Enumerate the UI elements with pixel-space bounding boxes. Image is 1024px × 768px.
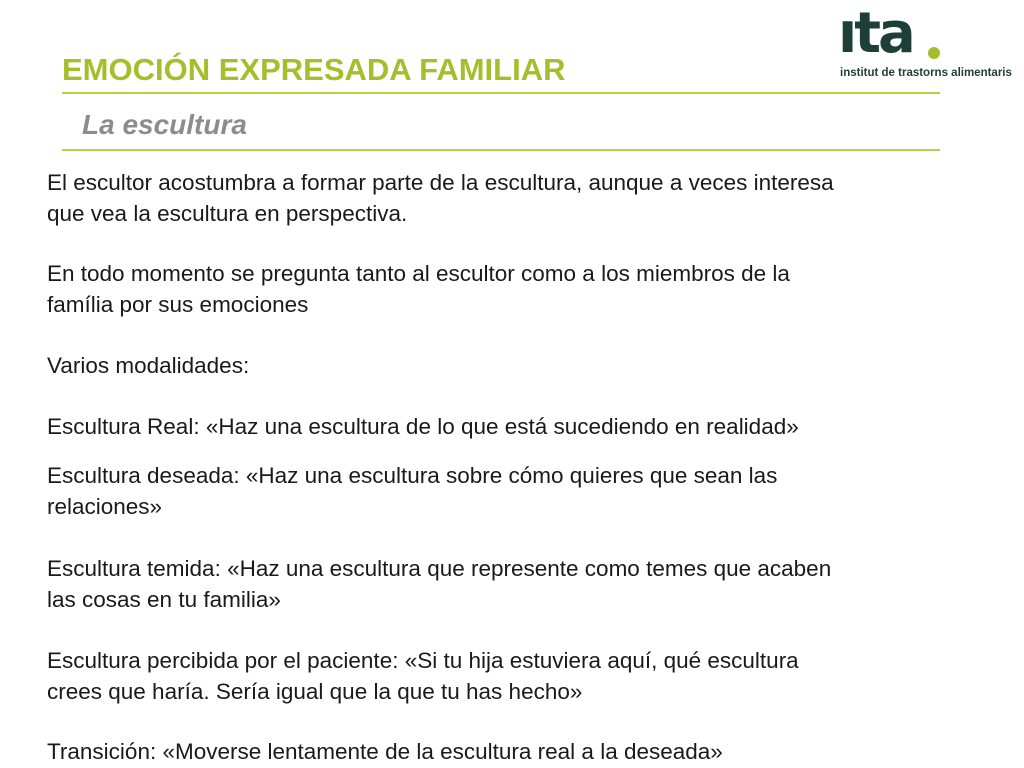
modality-transition: Transición: «Moverse lentamente de la escultura real a la deseada» bbox=[47, 739, 723, 764]
paragraph-sculptor-role: El escultor acostumbra a formar parte de la escultura, aunque a veces interesa que vea la escultura en perspectiva. bbox=[47, 170, 834, 226]
modality-desired: Escultura deseada: «Haz una escultura sobre cómo quieres que sean las relaciones» bbox=[47, 463, 778, 519]
section-subtitle: La escultura bbox=[82, 109, 247, 140]
modality-perceived: Escultura percibida por el paciente: «Si tu hija estuviera aquí, qué escultura crees que haría. Sería igual que la que tu has hecho» bbox=[47, 648, 799, 704]
title-divider bbox=[62, 92, 940, 94]
logo-wordmark: ıta bbox=[838, 1, 913, 66]
paragraph-modalities-heading: Varios modalidades: bbox=[47, 353, 250, 378]
ita-logo bbox=[838, 1, 1018, 84]
modality-real: Escultura Real: «Haz una escultura de lo que está sucediendo en realidad» bbox=[47, 414, 799, 439]
logo-tagline: institut de trastorns alimentaris bbox=[840, 67, 1012, 79]
paragraph-emotions: En todo momento se pregunta tanto al escultor como a los miembros de la família por sus emociones bbox=[47, 261, 790, 317]
logo-dot-icon bbox=[928, 47, 940, 59]
modality-feared: Escultura temida: «Haz una escultura que represente como temes que acaben las cosas en tu familia» bbox=[47, 556, 832, 612]
subtitle-divider bbox=[62, 149, 940, 151]
page-title: EMOCIÓN EXPRESADA FAMILIAR bbox=[62, 52, 566, 87]
